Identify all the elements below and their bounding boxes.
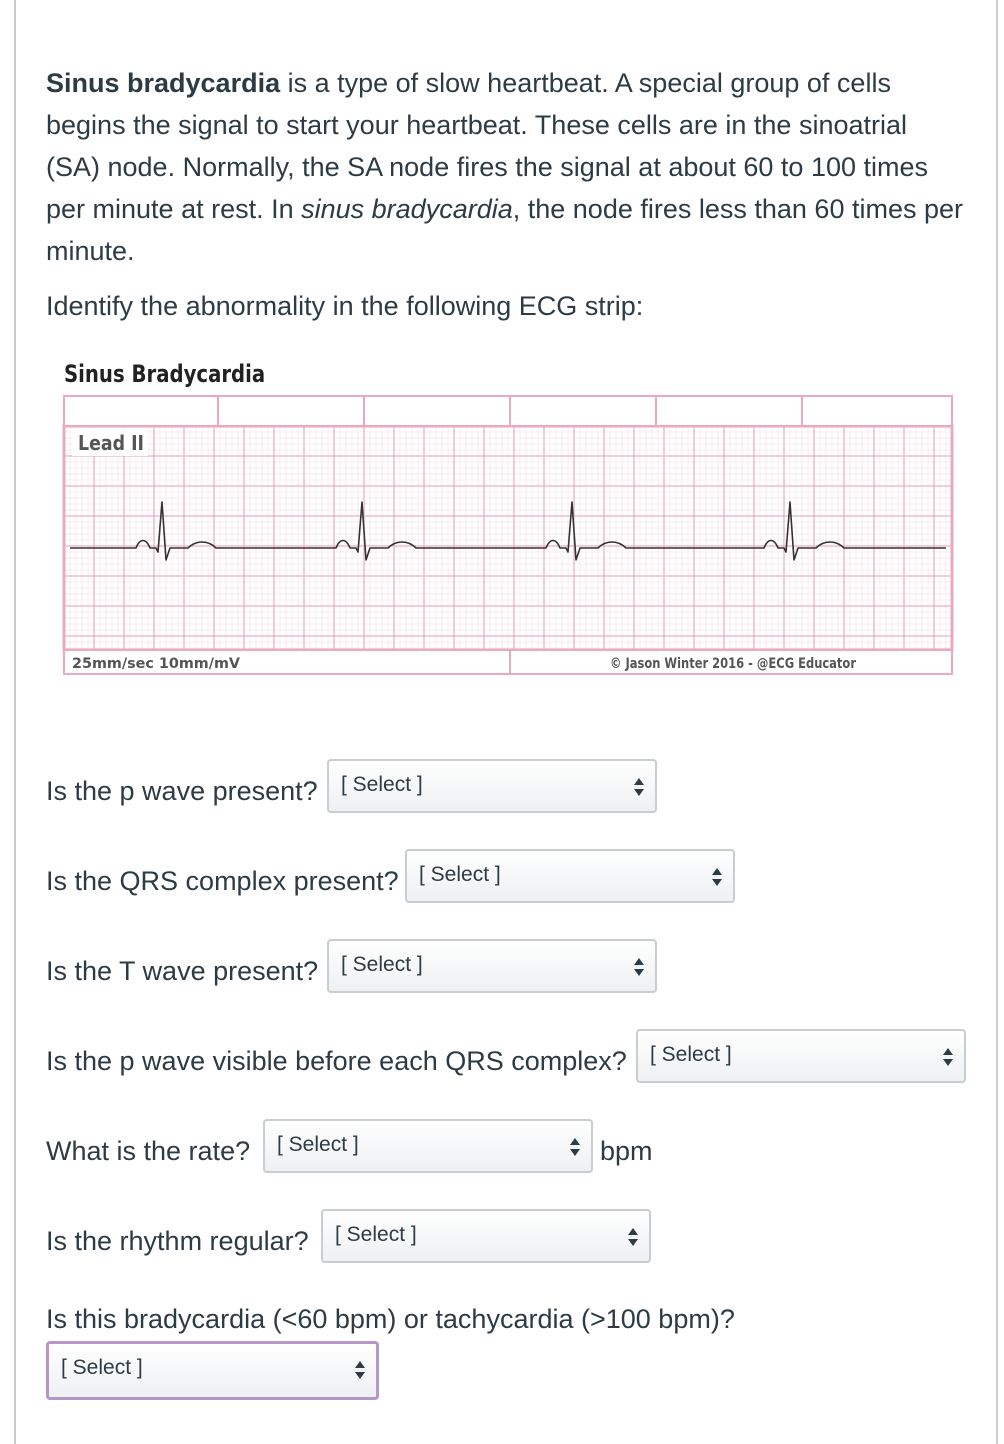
intro-text-1: is a type of slow heartbeat. A special group of cells begins the signal to start your heartbeat. These cells are in the sinoatrial (SA) node. Normally, the SA node fires the signal at about 60 to 100 times per minute at rest. In [46,68,928,224]
page-border-left [14,0,16,1444]
intro-text-2: , the node fires less than 60 times per minute. [46,194,963,266]
intro-italic-term: sinus bradycardia [301,194,513,224]
question-rhythm-label: Is the rhythm regular? [46,1226,309,1256]
select-arrows-icon [354,1358,366,1382]
question-content [46,62,966,324]
qrs-complex-select[interactable] [405,849,735,903]
select-value: [ Select ] [650,1043,732,1066]
select-arrows-icon [633,955,645,979]
intro-paragraph [46,62,966,272]
select-arrows-icon [942,1045,954,1069]
select-arrows-icon [633,775,645,799]
rate-select[interactable] [263,1119,593,1173]
select-value: [ Select ] [61,1356,143,1379]
rate-unit-label: bpm [600,1136,653,1166]
ecg-figure [60,356,960,686]
select-arrows-icon [711,865,723,889]
ecg-header-boxes [64,396,952,426]
p-wave-select[interactable] [327,759,657,813]
ecg-title: Sinus Bradycardia [64,360,266,388]
ecg-grid [64,426,952,650]
select-arrows-icon [627,1225,639,1249]
question-brady-tachy-label: Is this bradycardia (<60 bpm) or tachycardia (>100 bpm)? [46,1304,735,1334]
intro-bold-term: Sinus bradycardia [46,68,281,98]
p-before-qrs-select[interactable] [636,1029,966,1083]
t-wave-select[interactable] [327,939,657,993]
ecg-strip [60,392,956,678]
select-value: [ Select ] [335,1223,417,1246]
question-p-wave-label: Is the p wave present? [46,776,318,806]
brady-tachy-select[interactable] [46,1341,379,1400]
question-t-wave-label: Is the T wave present? [46,956,319,986]
page-border-right [996,0,998,1444]
ecg-settings-label: 25mm/sec 10mm/mV [72,656,241,672]
ecg-prompt: Identify the abnormality in the following ECG strip: [46,291,644,321]
ecg-credit-label: © Jason Winter 2016 - @ECG Educator [610,656,857,672]
question-p-before-qrs-label: Is the p wave visible before each QRS complex? [46,1046,627,1076]
rhythm-select[interactable] [321,1209,651,1263]
question-rate-label: What is the rate? [46,1136,251,1166]
select-value: [ Select ] [341,773,423,796]
select-value: [ Select ] [341,953,423,976]
ecg-lead-label: Lead II [78,431,144,455]
select-value: [ Select ] [277,1133,359,1156]
select-value: [ Select ] [419,863,501,886]
question-qrs-label: Is the QRS complex present? [46,866,399,896]
select-arrows-icon [569,1135,581,1159]
